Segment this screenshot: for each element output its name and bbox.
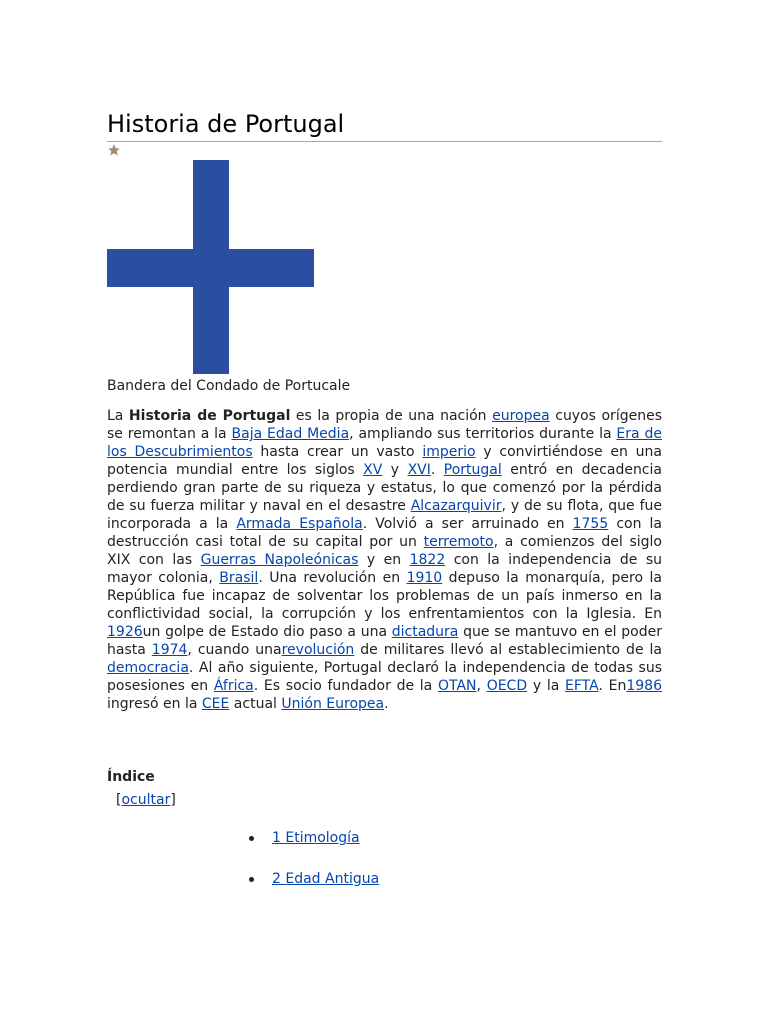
paragraph-text: ,: [476, 678, 487, 694]
inline-link[interactable]: Guerras Napoleónicas: [200, 552, 359, 568]
bullet-icon: [249, 877, 254, 882]
paragraph-text: . Es socio fundador de la: [253, 678, 438, 694]
inline-link[interactable]: XV: [363, 462, 383, 478]
paragraph-text: y en: [358, 552, 410, 568]
paragraph-text: , y de su flota, que fue incorporada a la: [107, 498, 662, 532]
toc-title: Índice: [107, 769, 155, 785]
paragraph-text: , cuando una: [187, 642, 282, 658]
toc-item: [247, 869, 379, 889]
inline-link[interactable]: África: [213, 678, 254, 694]
page-title: Historia de Portugal: [107, 108, 662, 142]
inline-link[interactable]: Armada Española: [236, 516, 363, 532]
paragraph-text: . Volvió a ser arruinado en: [362, 516, 573, 532]
star-shape: [108, 144, 120, 155]
inline-link[interactable]: XVI: [407, 462, 431, 478]
star-icon: [107, 143, 121, 157]
article-content: [107, 108, 663, 887]
inline-link[interactable]: OECD: [486, 678, 528, 694]
inline-link[interactable]: Alcazarquivir: [410, 498, 502, 514]
inline-link[interactable]: Unión Europea: [281, 696, 385, 712]
paragraph-text: . En: [598, 678, 627, 694]
inline-link[interactable]: EFTA: [565, 678, 599, 694]
paragraph-text: cuyos orígenes se remontan a la: [107, 408, 662, 442]
paragraph-text: con la destrucción casi total de su capital por un: [107, 516, 663, 550]
paragraph-text: . Al año siguiente, Portugal declaró la independencia de todas sus posesiones en: [107, 660, 662, 694]
inline-link[interactable]: 1986: [626, 678, 662, 694]
toc-toggle-close-bracket: ]: [170, 792, 176, 808]
inline-link[interactable]: imperio: [422, 444, 476, 460]
inline-link[interactable]: 1910: [406, 570, 443, 586]
inline-link[interactable]: revolución: [281, 642, 355, 658]
paragraph-text: entró en decadencia perdiendo gran parte de su riqueza y estatus, lo que comenzó por la pérdida de su fuerza militar y naval en el desastre: [107, 462, 662, 514]
inline-link[interactable]: Portugal: [443, 462, 502, 478]
inline-link[interactable]: 1974: [151, 642, 188, 658]
toc-list: [247, 828, 379, 910]
toc-hide-link[interactable]: ocultar: [121, 792, 171, 808]
inline-link[interactable]: terremoto: [423, 534, 494, 550]
inline-link[interactable]: democracia: [107, 660, 189, 676]
toc-toggle-open-bracket: [: [116, 792, 122, 808]
paragraph-text: es la propia de una nación: [290, 408, 493, 424]
inline-link[interactable]: 1755: [572, 516, 609, 532]
inline-link[interactable]: dictadura: [391, 624, 459, 640]
paragraph-text: .: [384, 696, 389, 712]
inline-link[interactable]: Baja Edad Media: [231, 426, 350, 442]
toc-toggle: [116, 790, 176, 810]
paragraph-text: , ampliando sus territorios durante la: [349, 426, 617, 442]
inline-link[interactable]: europea: [492, 408, 550, 424]
paragraph-text: de militares llevó al establecimiento de la: [354, 642, 662, 658]
paragraph-text: ingresó en la: [107, 696, 202, 712]
flag-cross-horizontal: [107, 249, 314, 287]
paragraph-text: y convirtiéndose en una potencia mundial entre los siglos: [107, 444, 662, 478]
paragraph-text: La: [107, 408, 129, 424]
paragraph-text: .: [430, 462, 444, 478]
inline-link[interactable]: Brasil: [219, 570, 259, 586]
toc-item: [247, 828, 379, 848]
paragraph-text: , a comienzos del siglo XIX con las: [107, 534, 663, 568]
inline-link[interactable]: Era de los Descubrimientos: [107, 426, 662, 460]
toc-link[interactable]: 2 Edad Antigua: [272, 871, 380, 887]
bold-term: Historia de Portugal: [128, 408, 291, 424]
inline-link[interactable]: CEE: [201, 696, 230, 712]
bullet-icon: [249, 836, 254, 841]
inline-link[interactable]: 1822: [409, 552, 446, 568]
toc-link[interactable]: 1 Etimología: [272, 830, 360, 846]
paragraph-text: y: [382, 462, 408, 478]
flag-image: [107, 160, 314, 374]
inline-link[interactable]: 1926: [107, 624, 143, 640]
intro-paragraph: [107, 407, 662, 713]
paragraph-text: depuso la monarquía, pero la República fue incapaz de solventar los problemas de un país inmerso en la conflictividad social, la corrupción y los enfrentamientos con la Iglesia. En: [107, 570, 663, 622]
paragraph-text: con la independencia de su mayor colonia,: [107, 552, 662, 586]
inline-link[interactable]: OTAN: [437, 678, 477, 694]
paragraph-text: . Una revolución en: [258, 570, 407, 586]
image-caption: Bandera del Condado de Portucale: [107, 378, 351, 394]
paragraph-text: que se mantuvo en el poder hasta: [107, 624, 663, 658]
paragraph-text: y la: [527, 678, 566, 694]
paragraph-text: un golpe de Estado dio paso a una: [142, 624, 392, 640]
paragraph-text: actual: [229, 696, 282, 712]
paragraph-text: hasta crear un vasto: [252, 444, 423, 460]
